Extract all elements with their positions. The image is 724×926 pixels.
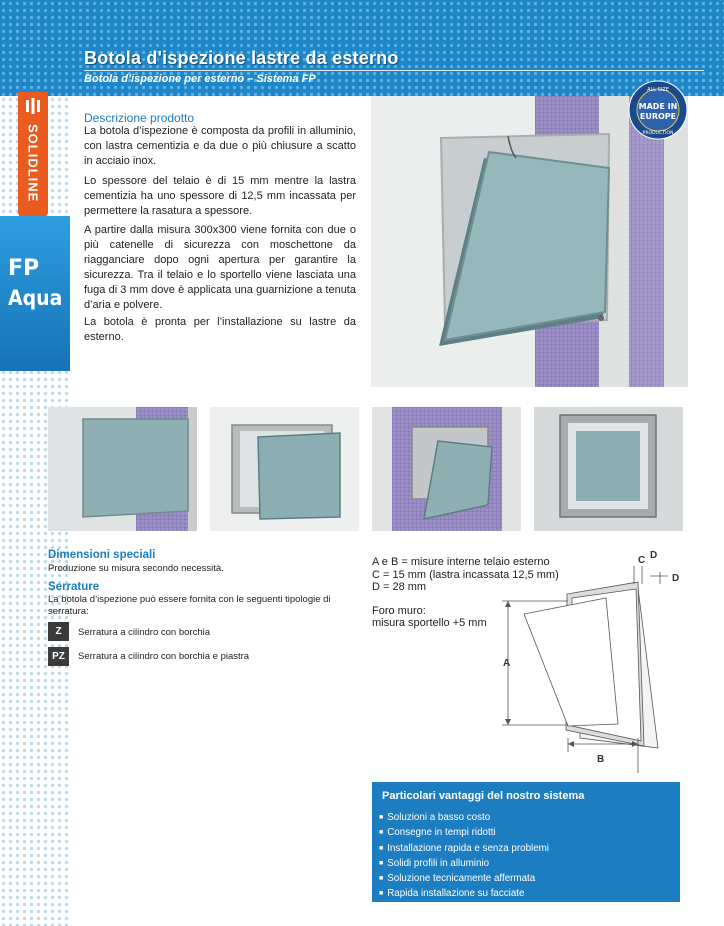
wall-opening-title: Foro muro: — [372, 604, 426, 617]
product-photo-thumbnail — [48, 407, 197, 531]
page-subtitle: Botola d’ispezione per esterno – Sistema FP — [84, 73, 316, 85]
product-photo-thumbnail — [372, 407, 521, 531]
advantages-title: Particolari vantaggi del nostro sistema — [382, 790, 585, 802]
advantage-item: ■ Consegne in tempi ridotti — [379, 826, 549, 841]
description-paragraph: La botola è pronta per l’installazione su lastre da esterno. — [84, 316, 356, 343]
spec-line: C = 15 mm (lastra incassata 12,5 mm) — [372, 568, 559, 581]
lock-description: Serratura a cilindro con borchia e piastra — [78, 651, 250, 662]
product-photo-thumbnail — [210, 407, 359, 531]
locks-title: Serrature — [48, 581, 100, 593]
advantages-list — [379, 811, 549, 903]
page-title: Botola d'ispezione lastre da esterno — [84, 48, 399, 68]
diagram-label-b: B — [597, 754, 605, 765]
advantage-item: ■ Soluzioni a basso costo — [379, 811, 549, 826]
locks-intro: La botola d’ispezione può essere fornita con le seguenti tipologie di serratura: — [48, 594, 331, 617]
solidline-label: SOLIDLINE — [25, 123, 41, 203]
solidline-logo-icon — [24, 98, 42, 114]
lock-code-badge: Z — [48, 622, 69, 641]
product-code: FP — [8, 256, 40, 281]
lock-description: Serratura a cilindro con borchia — [78, 627, 211, 638]
diagram-label-d-side: D — [672, 573, 680, 584]
svg-text:ALL SIZE: ALL SIZE — [647, 87, 669, 93]
diagram-label-a: A — [503, 658, 511, 669]
special-dimensions-title: Dimensioni speciali — [48, 549, 156, 561]
advantage-item: ■ Soluzione tecnicamente affermata — [379, 872, 549, 887]
lock-code-badge: PZ — [48, 647, 69, 666]
advantage-item: ■ Rapida installazione su facciate — [379, 887, 549, 902]
title-divider — [84, 70, 704, 71]
diagram-label-d-top: D — [650, 550, 658, 561]
technical-diagram — [496, 548, 686, 773]
wall-opening-text: misura sportello +5 mm — [372, 617, 487, 629]
description-title: Descrizione prodotto — [84, 111, 195, 125]
description-paragraph: A partire dalla misura 300x300 viene fornita con due o più catenelle di sicurezza con moschettone da riagganciare dopo ogni apertura per garantire la sicurezza. Tra il telaio e lo sportello viene lasciata una fuga di 3 mm dove è applicata una guarnizione a tenuta d’aria e polvere. — [84, 224, 356, 311]
advantage-item: ■ Installazione rapida e senza problemi — [379, 842, 549, 857]
description-paragraph: La botola d’ispezione è composta da profili in alluminio, con lastra cementizia e da due o più chiusure a scatto in acciaio inox. — [84, 125, 356, 167]
special-dimensions-text: Produzione su misura secondo necessità. — [48, 563, 224, 574]
svg-text:PRODUCTION: PRODUCTION — [642, 131, 674, 136]
spec-line: A e B = misure interne telaio esterno — [372, 556, 550, 568]
description-paragraph: Lo spessore del telaio è di 15 mm mentre la lastra cementizia ha uno spessore di 12,5 mm incassata per permettere la rasatura a spessore. — [84, 175, 356, 217]
advantage-item: ■ Solidi profili in alluminio — [379, 857, 549, 872]
diagram-label-c: C — [638, 555, 646, 566]
made-in-europe-seal-icon — [628, 80, 688, 140]
svg-text:MADE IN: MADE IN — [638, 102, 678, 111]
product-photo-thumbnail — [534, 407, 683, 531]
svg-text:EUROPE: EUROPE — [639, 112, 677, 121]
spec-line: D = 28 mm — [372, 581, 427, 593]
product-name: Aqua — [8, 286, 63, 310]
